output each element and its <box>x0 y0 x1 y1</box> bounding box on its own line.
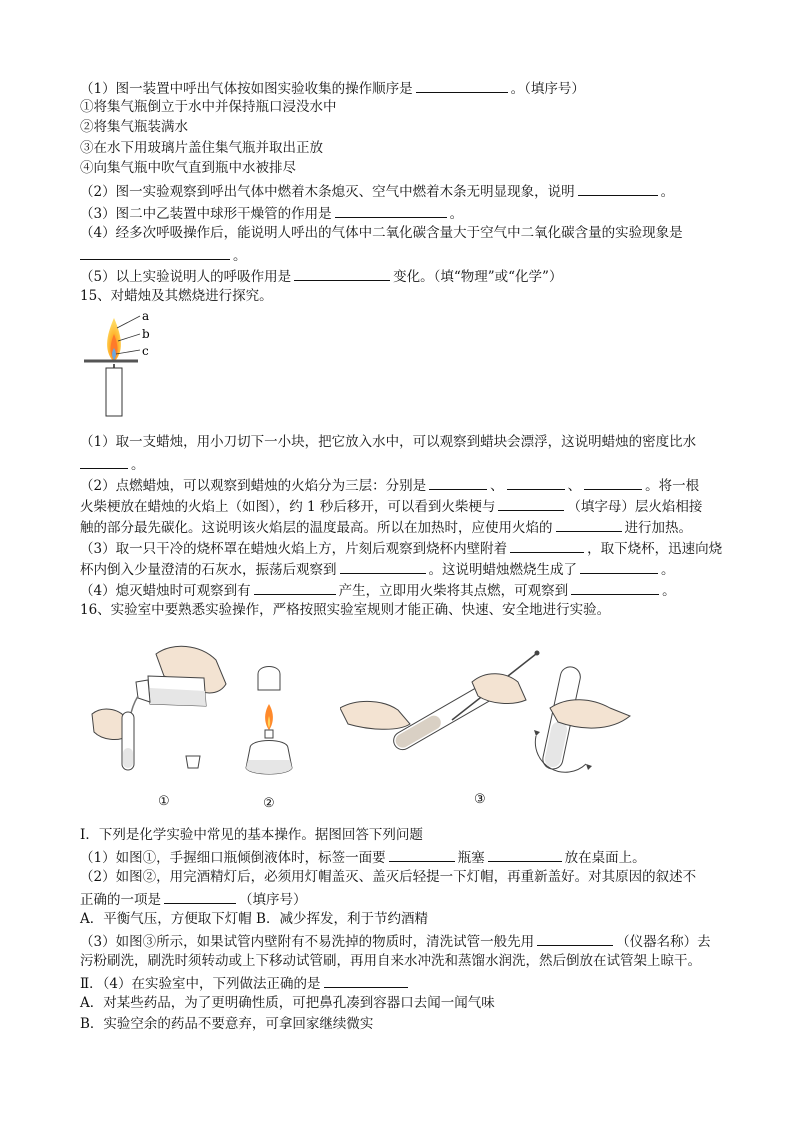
q15-part2-line2: 火柴梗放在蜡烛的火焰上（如图），约 1 秒后移开，可以看到火柴梗与 （填字母）层火焰相接 <box>80 496 702 516</box>
answer-blank[interactable] <box>571 580 659 595</box>
answer-blank[interactable] <box>556 517 622 532</box>
answer-blank[interactable] <box>488 847 562 862</box>
figure-label-1: ① <box>158 794 170 809</box>
q14-part5: （5）以上实验说明人的呼吸作用是 变化。（填“物理”或“化学”） <box>80 266 562 286</box>
q16-part1: （1）如图①，手握细口瓶倾倒液体时，标签一面要 瓶塞 放在桌面上。 <box>80 847 646 867</box>
hand-icon <box>340 701 410 729</box>
q16-option-b: B．实验空余的药品不要意弃，可拿回家继续微实 <box>80 1016 374 1032</box>
pouring-liquid-figure <box>88 636 238 776</box>
q15-part4: （4）熄灭蜡烛时可观察到有 产生，立即用火柴将其点燃，可观察到 。 <box>80 580 676 600</box>
answer-blank[interactable] <box>429 475 487 490</box>
q16-title: 16、实验室中要熟悉实验操作，严格按照实验室规则才能正确、快速、安全地进行实验。 <box>80 602 611 618</box>
answer-blank[interactable] <box>584 475 642 490</box>
q14-part4: （4）经多次呼吸操作后，能说明人呼出的气体中二氧化碳含量大于空气中二氧化碳含量的实验现象是 <box>80 225 683 241</box>
flame-label-c: c <box>142 344 149 358</box>
answer-blank[interactable] <box>340 559 426 574</box>
q16-intro: Ⅰ．下列是化学实验中常见的基本操作。据图回答下列问题 <box>80 827 423 843</box>
q14-step-2: ②将集气瓶装满水 <box>80 119 188 135</box>
q15-part2: （2）点燃蜡烛，可以观察到蜡烛的火焰分为三层：分别是 、 、 。将一根 <box>80 475 699 495</box>
answer-blank[interactable] <box>254 580 336 595</box>
answer-blank[interactable] <box>416 78 508 93</box>
bottle-stopper <box>186 756 200 768</box>
answer-blank[interactable] <box>578 181 658 196</box>
q14-step-4: ④向集气瓶中吹气直到瓶中水被排尽 <box>80 160 296 176</box>
q16-part2-options: A．平衡气压，方便取下灯帽 B．减少挥发，利于节约酒精 <box>80 911 428 927</box>
q14-part4-cont: 。 <box>80 245 247 265</box>
q15-part2-line3: 触的部分最先碳化。这说明该火焰层的温度最高。所以在加热时，应使用火焰的 进行加热。 <box>80 517 692 537</box>
lamp-cap <box>258 667 280 691</box>
answer-blank[interactable] <box>324 973 408 988</box>
q14-part1: （1）图一装置中呼出气体按如图实验收集的操作顺序是 。（填序号） <box>80 78 585 98</box>
q15-part1-cont: 。 <box>80 454 145 474</box>
q14-part3: （3）图二中乙装置中球形干燥管的作用是 。 <box>80 203 463 223</box>
answer-blank[interactable] <box>164 889 236 904</box>
answer-blank[interactable] <box>389 847 455 862</box>
answer-blank[interactable] <box>580 559 658 574</box>
q14-part2: （2）图一实验观察到呼出气体中燃着木条熄灭、空气中燃着木条无明显现象，说明 。 <box>80 181 674 201</box>
answer-blank[interactable] <box>294 266 390 281</box>
q15-part1: （1）取一支蜡烛，用小刀切下一小块，把它放入水中，可以观察到蜡块会漂浮，这说明蜡烛的密度比水 <box>80 434 697 450</box>
hand-icon <box>550 700 630 728</box>
q16-part2: （2）如图②，用完酒精灯后，必须用灯帽盖灭、盖灭后轻提一下灯帽，再重新盖好。对其原因的叙述不 <box>80 869 697 885</box>
answer-blank[interactable] <box>80 454 128 469</box>
q16-part4: Ⅱ．（4）在实验室中，下列做法正确的是 <box>80 973 411 993</box>
q14-step-1: ①将集气瓶倒立于水中并保持瓶口浸没水中 <box>80 99 337 115</box>
q14-step-3: ③在水下用玻璃片盖住集气瓶并取出正放 <box>80 140 323 156</box>
q15-part3: （3）取一只干冷的烧杯罩在蜡烛火焰上方，片刻后观察到烧杯内壁附着 ，取下烧杯，迅速向烧 <box>80 538 722 558</box>
figure-label-2: ② <box>263 796 275 811</box>
q16-option-a: A．对某些药品，为了更明确性质，可把鼻孔凑到容器口去闻一闻气味 <box>80 995 495 1011</box>
q15-part3-cont: 杯内倒入少量澄清的石灰水，振荡后观察到 。这说明蜡烛燃烧生成了 。 <box>80 559 675 579</box>
test-tube-cleaning-figure <box>340 646 760 786</box>
flame-label-a: a <box>142 309 150 323</box>
figure-label-3: ③ <box>474 792 486 807</box>
q16-part3-cont: 污粉刷洗，刷洗时须转动或上下移动试管刷，再用自来水冲洗和蒸馏水润洗，然后倒放在试管架上晾干。 <box>80 953 701 969</box>
answer-blank[interactable] <box>510 538 584 553</box>
answer-blank[interactable] <box>335 203 447 218</box>
answer-blank[interactable] <box>80 245 230 260</box>
flame-label-b: b <box>142 327 150 341</box>
answer-blank[interactable] <box>507 475 565 490</box>
q16-part2-cont: 正确的一项是 （填序号） <box>80 889 307 909</box>
alcohol-lamp-figure <box>236 660 302 780</box>
answer-blank[interactable] <box>537 931 613 946</box>
q15-title: 15、对蜡烛及其燃烧进行探究。 <box>80 288 273 304</box>
candle-body <box>106 368 122 416</box>
q16-part3: （3）如图③所示，如果试管内壁附有不易洗掉的物质时，清洗试管一般先用 （仪器名称）去 <box>80 931 711 951</box>
answer-blank[interactable] <box>498 496 564 511</box>
candle-flame-figure <box>80 306 170 418</box>
